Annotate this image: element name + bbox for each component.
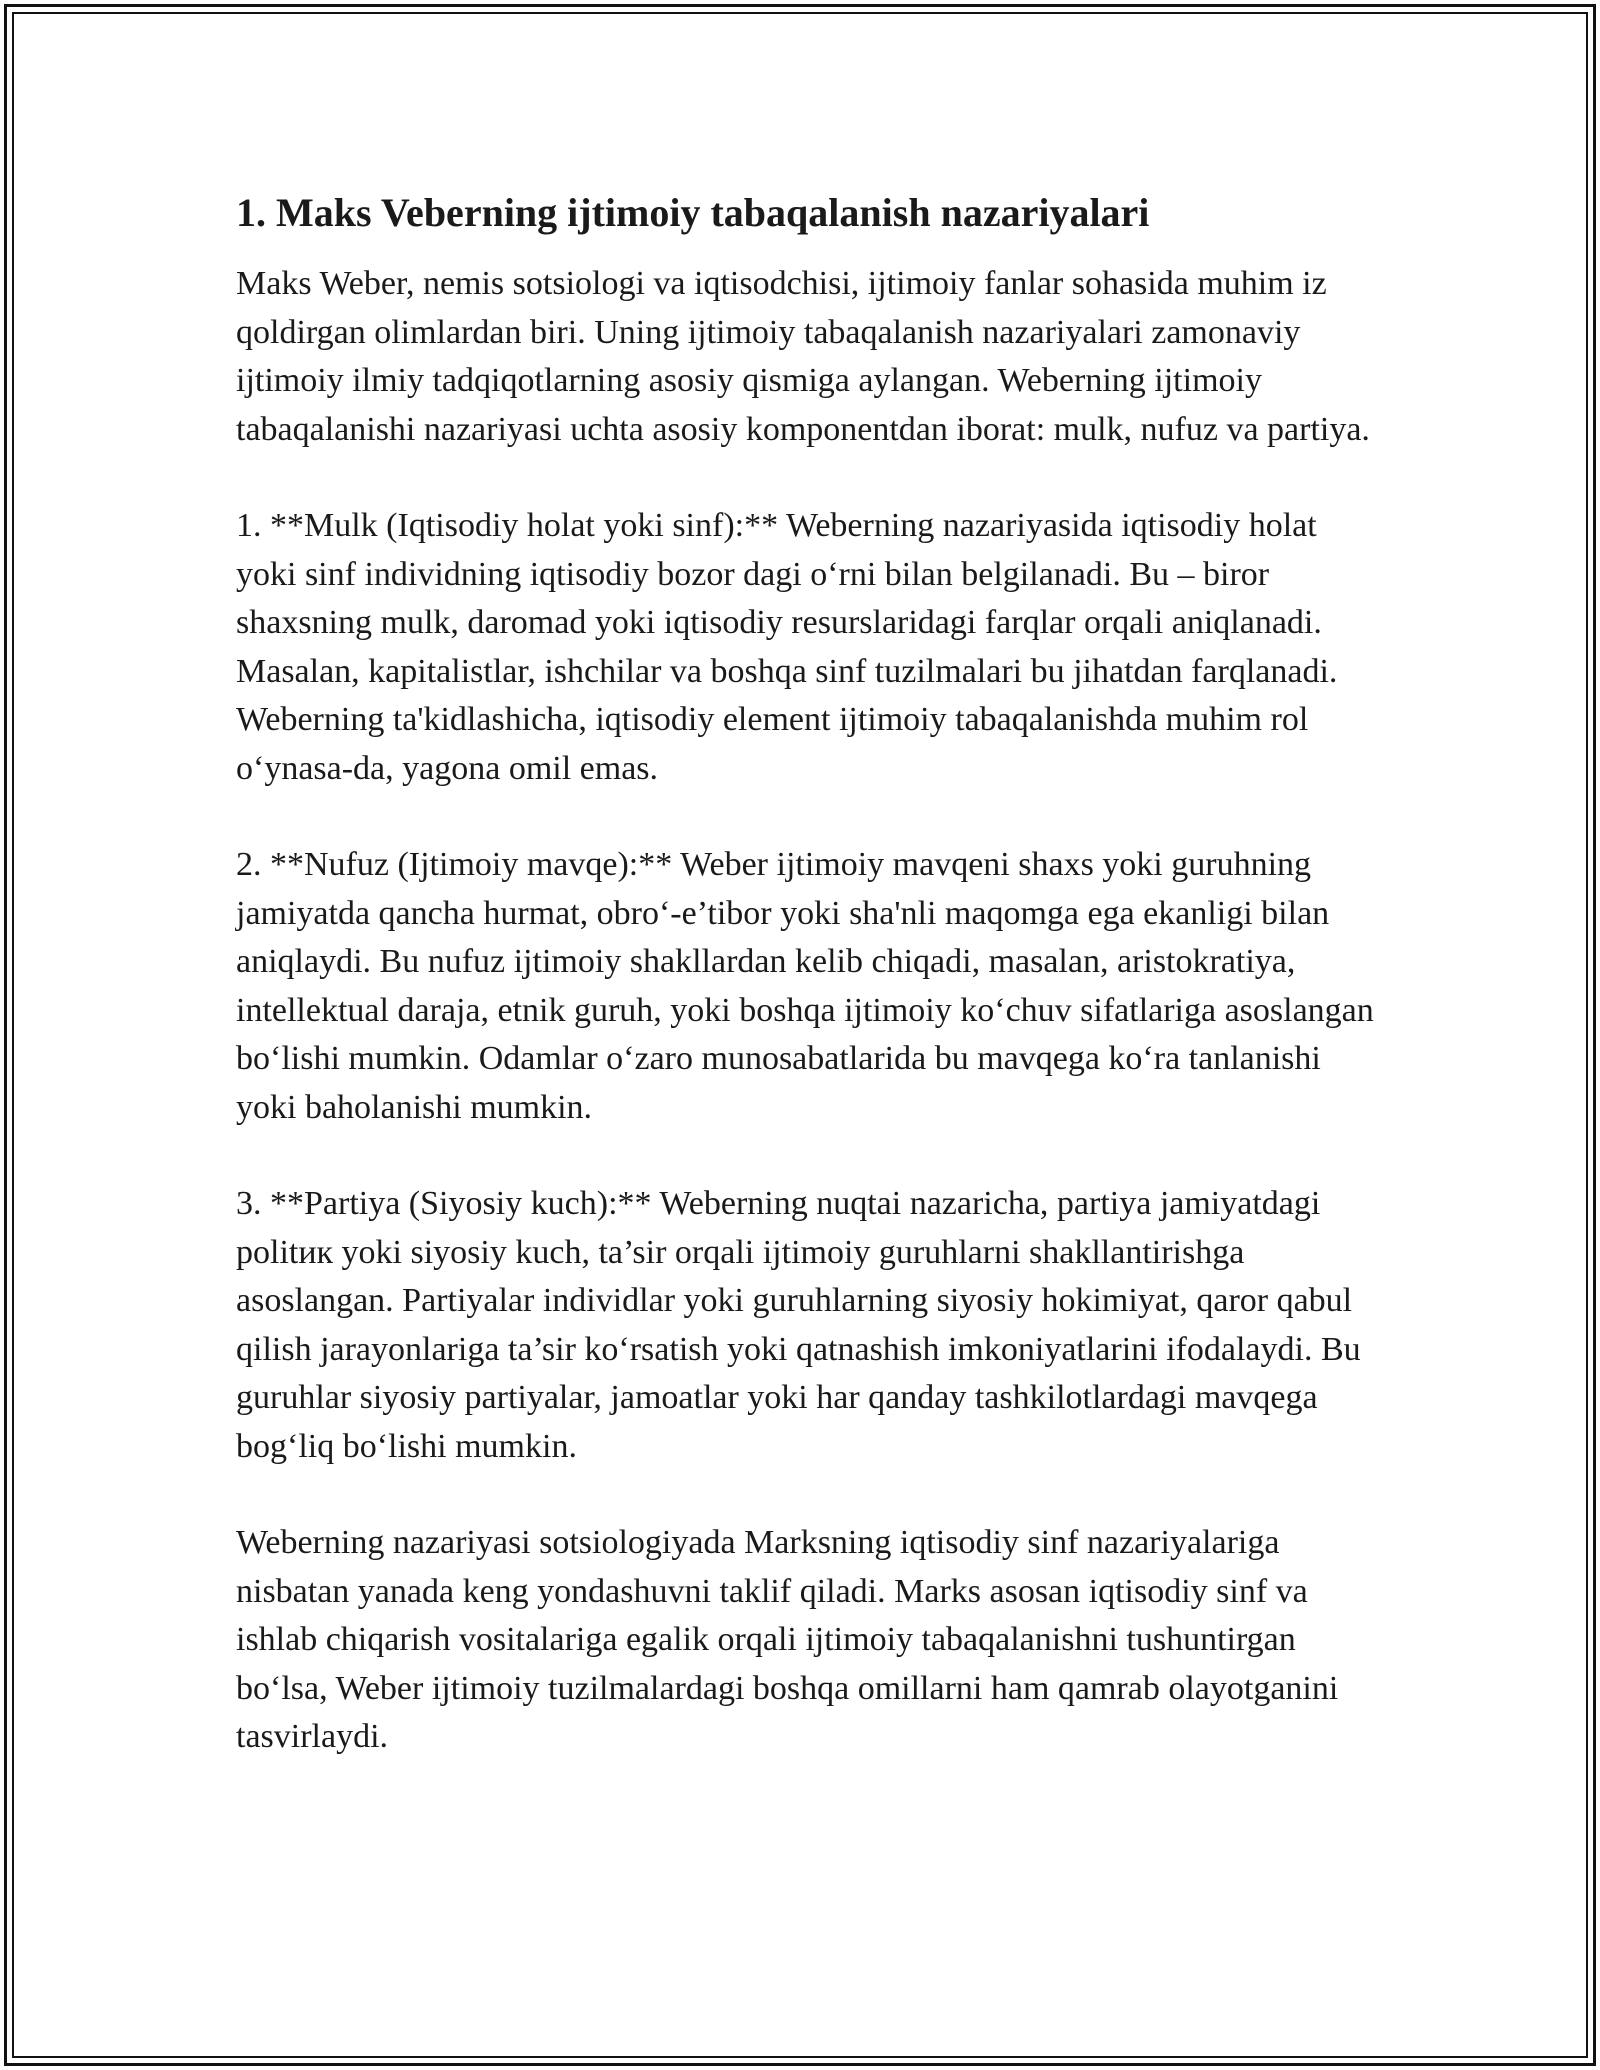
paragraph-partiya: 3. **Partiya (Siyosiy kuch):** Weberning nuqtai nazaricha, partiya jamiyatdagi politик yoki siyosiy kuch, ta’sir orqali ijtimoiy guruhlarni shakllantirishga asoslangan. Partiyalar individlar yoki guruhlarning siyosiy hokimiyat, qaror qabul qilish jarayonlariga ta’sir ko‘rsatish yoki qatnashish imkoniyatlarini ifodalaydi. Bu guruhlar siyosiy partiyalar, jamoatlar yoki har qanday tashkilotlardagi mavqega bog‘liq bo‘lishi mumkin. (236, 1185, 1361, 1465)
paragraph-intro: Maks Weber, nemis sotsiologi va iqtisodchisi, ijtimoiy fanlar sohasida muhim iz qoldirgan olimlardan biri. Uning ijtimoiy tabaqalanish nazariyalari zamonaviy ijtimoiy ilmiy tadqiqotlarning asosiy qismiga aylangan. Weberning ijtimoiy tabaqalanishi nazariyasi uchta asosiy komponentdan iborat: mulk, nufuz va partiya. (236, 265, 1370, 448)
paragraph-nufuz: 2. **Nufuz (Ijtimoiy mavqe):** Weber ijtimoiy mavqeni shaxs yoki guruhning jamiyatda qancha hurmat, obro‘-e’tibor yoki sha'nli maqomga ega ekanligi bilan aniqlaydi. Bu nufuz ijtimoiy shakllardan kelib chiqadi, masalan, aristokratiya, intellektual daraja, etnik guruh, yoki boshqa ijtimoiy ko‘chuv sifatlariga asoslangan bo‘lishi mumkin. Odamlar o‘zaro munosabatlarida bu mavqega ko‘ra tanlanishi yoki baholanishi mumkin. (236, 846, 1374, 1126)
document-page (236, 188, 1376, 1810)
document-title: 1. Maks Veberning ijtimoiy tabaqalanish nazariyalari (236, 190, 1150, 235)
paragraph-mulk: 1. **Mulk (Iqtisodiy holat yoki sinf):** Weberning nazariyasida iqtisodiy holat yoki sinf individning iqtisodiy bozor dagi o‘rni bilan belgilanadi. Bu – biror shaxsning mulk, daromad yoki iqtisodiy resurslaridagi farqlar orqali aniqlanadi. Masalan, kapitalistlar, ishchilar va boshqa sinf tuzilmalari bu jihatdan farqlanadi. Weberning ta'kidlashicha, iqtisodiy element ijtimoiy tabaqalanishda muhim rol o‘ynasa-da, yagona omil emas. (236, 507, 1338, 787)
paragraph-conclusion: Weberning nazariyasi sotsiologiyada Marksning iqtisodiy sinf nazariyalariga nisbatan yanada keng yondashuvni taklif qiladi. Marks asosan iqtisodiy sinf va ishlab chiqarish vositalariga egalik orqali ijtimoiy tabaqalanishni tushuntirgan bo‘lsa, Weber ijtimoiy tuzilmalardagi boshqa omillarni ham qamrab olayotganini tasvirlaydi. (236, 1524, 1339, 1755)
